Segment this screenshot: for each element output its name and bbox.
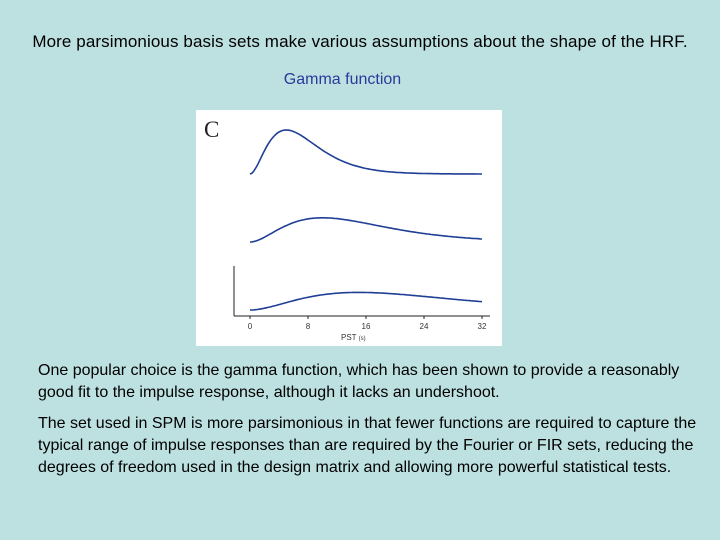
paragraph-spm-parsimony: The set used in SPM is more parsimonious in that fewer functions are required to capture the typical range of impulse responses than are required by the Fourier or FIR sets, reducing the degrees of freedom used in the design matrix and allowing more powerful statistical tests. xyxy=(38,415,697,476)
x-tick-label: 8 xyxy=(305,322,311,331)
x-tick-label: 0 xyxy=(247,322,253,331)
gamma-basis-figure xyxy=(196,110,502,346)
basis-curve-2 xyxy=(250,218,482,242)
basis-curve-3 xyxy=(250,292,482,310)
paragraph-gamma-description: One popular choice is the gamma function, which has been shown to provide a reasonably good fit to the impulse response, although it lacks an undershoot. xyxy=(38,362,680,401)
x-tick-label: 32 xyxy=(477,322,487,331)
slide-title: More parsimonious basis sets make various assumptions about the shape of the HRF. xyxy=(32,32,688,51)
gamma-basis-plot xyxy=(196,110,502,346)
x-tick-label: 24 xyxy=(419,322,429,331)
basis-curve-1 xyxy=(250,130,482,174)
figure-subtitle: Gamma function xyxy=(283,71,402,88)
panel-label: C xyxy=(204,117,220,142)
x-tick-label: 16 xyxy=(361,322,371,331)
x-axis-label: PST (s) xyxy=(341,333,366,342)
